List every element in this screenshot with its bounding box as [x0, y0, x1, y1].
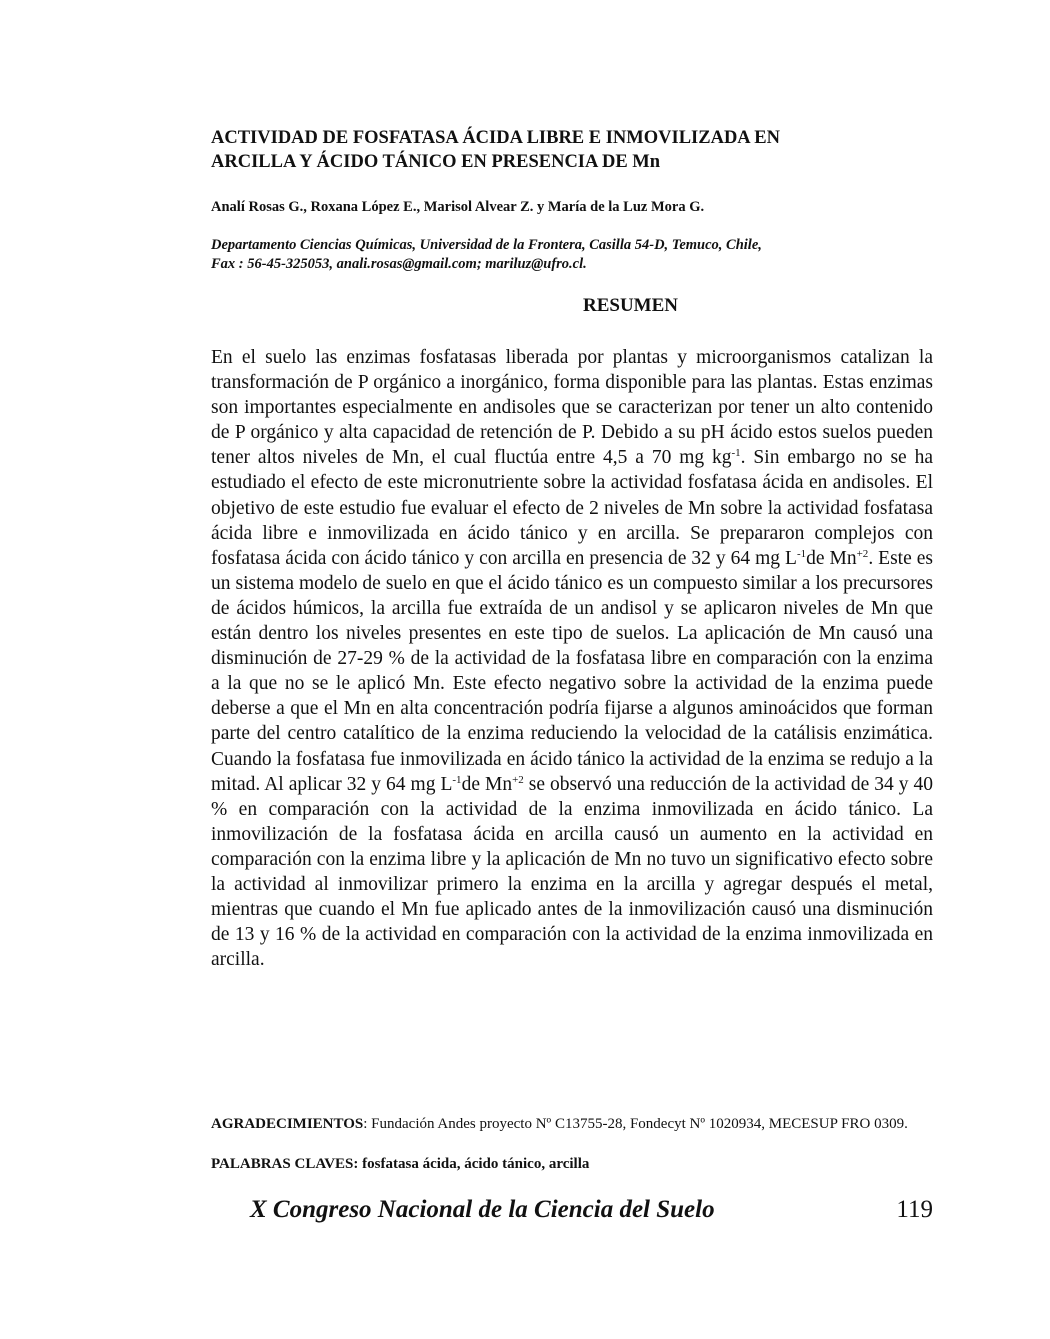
superscript-5: +2 — [512, 773, 524, 786]
page-number: 119 — [896, 1196, 933, 1223]
superscript-4: -1 — [452, 773, 462, 786]
superscript-1: -1 — [731, 447, 741, 460]
page-footer — [211, 1196, 933, 1230]
abstract-text-1: En el suelo las enzimas fosfatasas liberada por plantas y microorganismos catalizan la transformación de P orgánico a inorgánico, forma disponible para las plantas. Estas enzimas son importantes especialmente en andisoles que se caracterizan por tener un alto contenido de P orgánico y alta capacidad de retención de P. Debido a su pH ácido estos suelos pueden tener altos niveles de Mn, el cual fluctúa entre 4,5 a 70 mg kg — [211, 347, 933, 469]
abstract-text-3: de Mn — [806, 547, 857, 569]
keywords-label: PALABRAS CLAVES: — [211, 1156, 359, 1172]
author-list: Analí Rosas G., Roxana López E., Marisol Alvear Z. y María de la Luz Mora G. — [211, 199, 705, 215]
affiliation-line-2: Fax : 56-45-325053, anali.rosas@gmail.com; mariluz@ufro.cl. — [211, 256, 587, 272]
superscript-2: -1 — [796, 547, 807, 560]
acknowledgements-label: AGRADECIMIENTOS — [211, 1116, 364, 1132]
abstract-heading-text: RESUMEN — [582, 295, 678, 316]
abstract-heading — [0, 295, 1050, 317]
abstract-text-5: de Mn — [461, 773, 513, 795]
abstract-text-2: . Sin embargo no se ha estudiado el efecto de este micronutriente sobre la actividad fosfatasa ácida en andisoles. El objetivo de este estudio fue evaluar el efecto de 2 niveles de Mn sobre la actividad fosfatasa ácida libre e inmovilizada en ácido tánico y en arcilla. Se prepararon complejos con fosfatasa ácida con ácido tánico y con arcilla en presencia de 32 y 64 mg L — [211, 447, 933, 569]
acknowledgements-text: : Fundación Andes proyecto Nº C13755-28, Fondecyt Nº 1020934, MECESUP FRO 0309. — [363, 1116, 908, 1132]
abstract-text-4: . Este es un sistema modelo de suelo en que el ácido tánico es un compuesto similar a los precursores de ácidos húmicos, la arcilla fue extraída de un andisol y se aplicaron niveles de Mn que están dentro los niveles presentes en este tipo de suelos. La aplicación de Mn causó una disminución de 27-29 % de la actividad de la fosfatasa libre en comparación con la enzima a la que no se le aplicó Mn. Este efecto negativo sobre la actividad de la enzima puede deberse a que el Mn en alta concentración podría fijarse a algunos aminoácidos que forman parte del centro catalítico de la enzima reduciendo la velocidad de la catálisis enzimática. Cuando la fosfatasa fue inmovilizada en ácido tánico la actividad de la enzima se redujo a la mitad. Al aplicar 32 y 64 mg L — [211, 547, 933, 795]
superscript-3: +2 — [856, 547, 869, 560]
acknowledgements — [211, 1115, 933, 1134]
keywords-text: fosfatasa ácida, ácido tánico, arcilla — [358, 1156, 590, 1172]
title-line-2: ARCILLA Y ÁCIDO TÁNICO EN PRESENCIA DE Mn — [211, 152, 661, 172]
abstract-body — [211, 345, 933, 972]
affiliation — [211, 236, 933, 274]
keywords — [211, 1155, 933, 1174]
abstract-text-6: se observó una reducción de la actividad de 34 y 40 % en comparación con la actividad de la enzima inmovilizada en ácido tánico. La inmovilización de la fosfatasa ácida en arcilla causó un aumento en la actividad en comparación con la enzima libre y la aplicación de Mn no tuvo un significativo efecto sobre la actividad al inmovilizar primero la enzima en la arcilla y agregar después el metal, mientras que cuando el Mn fue aplicado antes de la inmovilización causó una disminución de 13 y 16 % de la actividad en comparación con la actividad de la enzima inmovilizada en arcilla. — [211, 773, 933, 971]
conference-name: X Congreso Nacional de la Ciencia del Suelo — [250, 1196, 715, 1223]
title-line-1: ACTIVIDAD DE FOSFATASA ÁCIDA LIBRE E INMOVILIZADA EN — [211, 128, 780, 148]
paper-title — [211, 126, 933, 174]
affiliation-line-1: Departamento Ciencias Químicas, Universidad de la Frontera, Casilla 54-D, Temuco, Chile, — [211, 237, 762, 253]
